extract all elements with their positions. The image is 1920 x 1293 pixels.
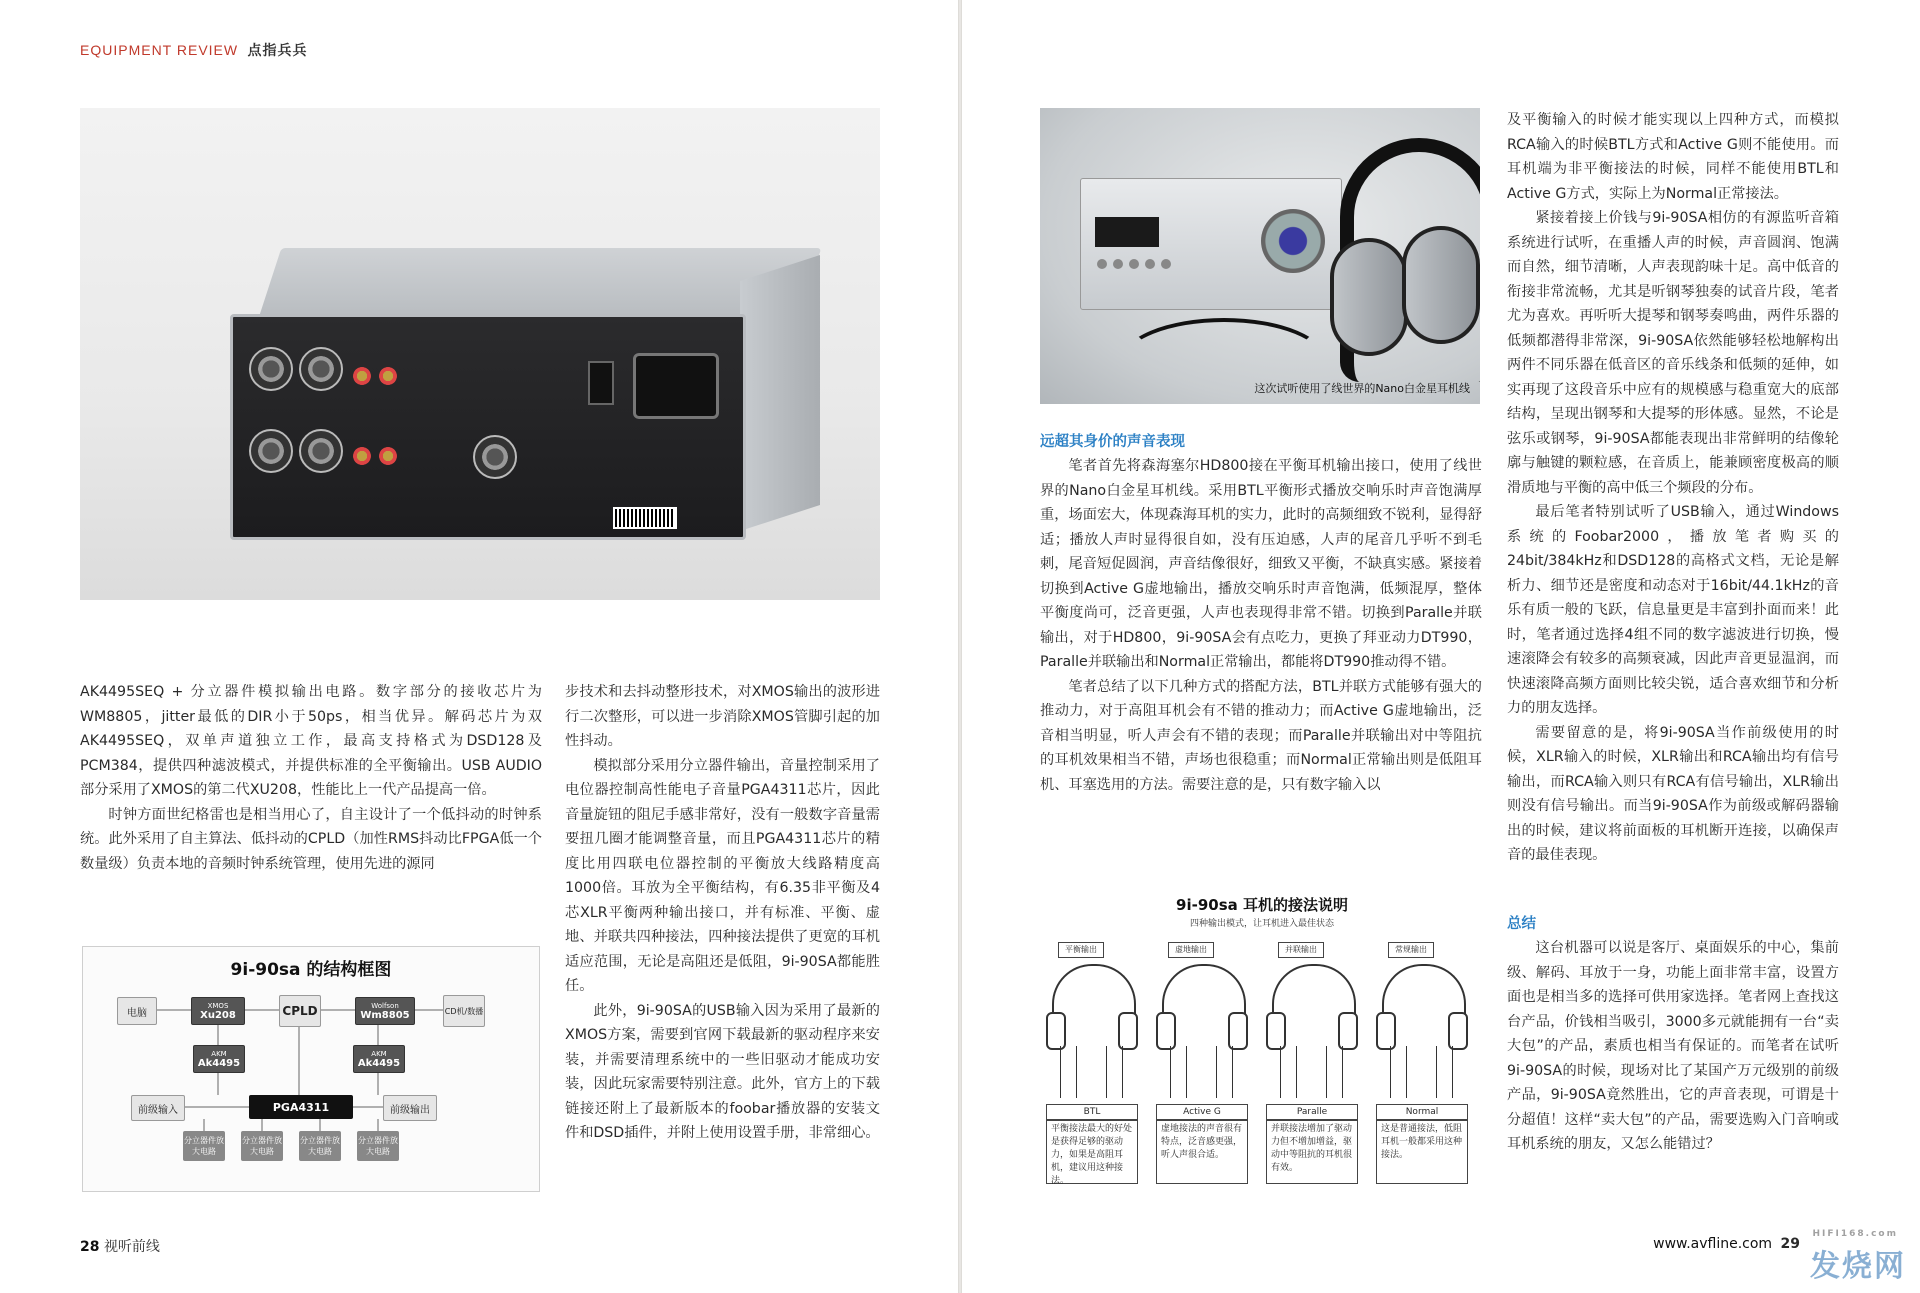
left-column-1 bbox=[80, 680, 542, 876]
page-header bbox=[80, 40, 308, 60]
ak-chip: Ak4495 bbox=[197, 1057, 241, 1069]
left-page bbox=[0, 0, 958, 1293]
watermark-url: HIFI168.com bbox=[1812, 1229, 1898, 1239]
left-column-2 bbox=[565, 680, 880, 1146]
ak-chip: Ak4495 bbox=[357, 1057, 401, 1069]
discrete-amp-box: 分立器件放大电路 bbox=[183, 1131, 225, 1161]
mode-tag: 并联输出 bbox=[1278, 942, 1324, 958]
headphone-wiring-diagram bbox=[1044, 892, 1480, 1184]
mode-description: 平衡接法最大的好处是获得足够的驱动力，如果是高阻耳机，建议用这种接法。 bbox=[1046, 1120, 1138, 1184]
diagram-title: 9i-90sa 的结构框图 bbox=[230, 960, 392, 980]
amplifier-illustration bbox=[1080, 178, 1342, 310]
ak-brand: AKM bbox=[211, 1049, 227, 1058]
paragraph: 最后笔者特别试听了USB输入，通过Windows系统的Foobar2000，播放笔者购买的24bit/384kHz和DSD128的高格式文档，无论是解析力、细节还是密度和动态对于16bit/44.1kHz的音乐有质一般的飞跃，信息量更是丰富到扑面而来！此时，笔者通过选择4组不同的数字滤波进行切换，慢速滚降会有较多的高频衰减，因此声音更显温润，而快速滚降高频方面则比较尖锐，适合喜欢细节和分析力的朋友选择。 bbox=[1507, 504, 1839, 716]
mode-normal bbox=[1376, 942, 1474, 1182]
mode-tag: 平衡输出 bbox=[1058, 942, 1104, 958]
pc-box: 电脑 bbox=[117, 997, 157, 1025]
mode-description: 虚地接法的声音很有特点，泛音感更强，听人声很合适。 bbox=[1156, 1120, 1248, 1184]
right-page bbox=[962, 0, 1920, 1293]
ak4495-left-box bbox=[193, 1045, 245, 1073]
mode-btl bbox=[1046, 942, 1144, 1186]
header-en: EQUIPMENT REVIEW bbox=[80, 42, 239, 58]
ak4495-right-box bbox=[353, 1045, 405, 1073]
mode-name: Active G bbox=[1156, 1104, 1248, 1120]
mode-tag: 虚地输出 bbox=[1168, 942, 1214, 958]
mode-name: Paralle bbox=[1266, 1104, 1358, 1120]
xmos-box bbox=[191, 997, 245, 1025]
section-heading: 总结 bbox=[1507, 916, 1536, 932]
header-cn: 点指兵兵 bbox=[247, 43, 308, 59]
structure-block-diagram bbox=[82, 946, 540, 1192]
mode-active-g bbox=[1156, 942, 1254, 1182]
right-column-2 bbox=[1507, 108, 1839, 868]
headphone-amp-photo bbox=[1040, 108, 1480, 404]
wm-brand: Wolfson bbox=[371, 1001, 399, 1010]
pre-output-box: 前级输出 bbox=[383, 1095, 437, 1121]
mode-name: BTL bbox=[1046, 1104, 1138, 1120]
mode-name: Normal bbox=[1376, 1104, 1468, 1120]
device-illustration bbox=[230, 248, 820, 538]
left-footer bbox=[80, 1236, 160, 1256]
watermark-text: 发烧网 bbox=[1810, 1249, 1906, 1284]
product-rear-photo bbox=[80, 108, 880, 600]
paragraph: 步技术和去抖动整形技术，对XMOS输出的波形进行二次整形，可以进一步消除XMOS管脚引起的加性抖动。 bbox=[565, 684, 880, 749]
pre-input-box: 前级输入 bbox=[131, 1095, 185, 1121]
website-url: www.avfline.com bbox=[1653, 1236, 1773, 1252]
right-footer bbox=[1653, 1236, 1800, 1252]
paragraph: 笔者首先将森海塞尔HD800接在平衡耳机输出接口，使用了线世界的Nano白金星耳机线。采用BTL平衡形式播放交响乐时声音饱满厚重，场面宏大，体现森海耳机的实力，此时的高频细致不锐利，显得舒适；播放人声时显得很自如，没有压迫感，人声的尾音几乎听不到毛刺，尾音短促圆润，声音结像很好，细致又平衡，不缺真实感。紧接着切换到Active G虚地输出，播放交响乐时声音饱满，低频混厚，整体平衡度尚可，泛音更强，人声也表现得非常不错。切换到Paralle并联输出，对于HD800，9i-90SA会有点吃力，更换了拜亚动力DT990，Paralle并联输出和Normal正常输出，都能将DT990推动得不错。 bbox=[1040, 458, 1482, 670]
paragraph: 时钟方面世纪格雷也是相当用心了，自主设计了一个低抖动的时钟系统。此外采用了自主算法、低抖动的CPLD（加性RMS抖动比FPGA低一个数量级）负责本地的音频时钟系统管理，使用先进的源同 bbox=[80, 806, 542, 872]
xmos-chip: Xu208 bbox=[200, 1009, 236, 1021]
cd-box: CD机/数播 bbox=[443, 995, 485, 1027]
diagram-title: 9i-90sa 耳机的接法说明 bbox=[1176, 896, 1348, 914]
discrete-amp-box: 分立器件放大电路 bbox=[299, 1131, 341, 1161]
mode-paralle bbox=[1266, 942, 1364, 1182]
mode-description: 这是普通接法，低阻耳机一般都采用这种接法。 bbox=[1376, 1120, 1468, 1184]
paragraph: 模拟部分采用分立器件输出，音量控制采用了电位器控制高性能电子音量PGA4311芯片，因此音量旋钮的阻尼手感非常好，没有一般数字音量需要扭几圈才能调整音量，而且PGA4311芯片的精度比用四联电位器控制的平衡放大线路精度高1000倍。耳放为全平衡结构，有6.35非平衡及4芯XLR平衡两种输出接口，并有标准、平衡、虚地、并联共四种接法，四种接法提供了更宽的耳机适应范围，无论是高阻还是低阻，9i-90SA都能胜任。 bbox=[565, 757, 880, 994]
right-column-1 bbox=[1040, 454, 1482, 797]
section-heading: 远超其身价的声音表现 bbox=[1040, 434, 1185, 450]
magazine-name: 视听前线 bbox=[103, 1239, 160, 1255]
paragraph: 这台机器可以说是客厅、桌面娱乐的中心，集前级、解码、耳放于一身，功能上面非常丰富，设置方面也是相当多的选择可供用家选择。笔者网上查找这台产品，价钱相当吸引，3000多元就能拥有一台“卖大包”的产品，素质也相当有保证的。而笔者在试听9i-90SA的时候，现场对比了某国产万元级别的前级产品，9i-90SA竟然胜出，它的声音表现，可谓是十分超值！这样“卖大包”的产品，需要选购入门音响或耳机系统的朋友，又怎么能错过？ bbox=[1507, 940, 1839, 1152]
discrete-amp-box: 分立器件放大电路 bbox=[241, 1131, 283, 1161]
photo-caption: 这次试听使用了线世界的Nano白金星耳机线 bbox=[1254, 382, 1470, 395]
wm8805-box bbox=[355, 997, 415, 1025]
page-number: 29 bbox=[1780, 1236, 1800, 1252]
mode-tag: 常规输出 bbox=[1388, 942, 1434, 958]
diagram-subtitle: 四种输出模式，让耳机进入最佳状态 bbox=[1189, 919, 1334, 929]
paragraph: 需要留意的是，将9i-90SA当作前级使用的时候，XLR输入的时候，XLR输出和RCA输出均有信号输出，而RCA输入则只有RCA有信号输出，XLR输出则没有信号输出。而当9i-90SA作为前级或解码器输出的时候，建议将前面板的耳机断开连接，以确保声音的最佳表现。 bbox=[1507, 724, 1839, 863]
discrete-amp-box: 分立器件放大电路 bbox=[357, 1131, 399, 1161]
watermark-logo bbox=[1810, 1229, 1906, 1285]
paragraph: 紧接着接上价钱与9i-90SA相仿的有源监听音箱系统进行试听，在重播人声的时候，声音圆润、饱满而自然，细节清晰，人声表现韵味十足。高中低音的衔接非常流畅，尤其是听钢琴独奏的试音片段，笔者尤为喜欢。再听听大提琴和钢琴奏鸣曲，两件乐器的低频都潜得非常深，9i-90SA依然能够轻松地解构出两件不同乐器在低音区的音乐线条和低频的延伸，如实再现了这段音乐中应有的规模感与稳重宽大的底部结构，呈现出钢琴和大提琴的形体感。显然，不论是弦乐或钢琴，9i-90SA都能表现出非常鲜明的结像轮廓与触键的颗粒感，在音质上，能兼顾密度极高的顺滑质地与平衡的高中低三个频段的分布。 bbox=[1507, 210, 1839, 496]
mode-description: 并联接法增加了驱动力但不增加增益，驱动中等阻抗的耳机很有效。 bbox=[1266, 1120, 1358, 1184]
paragraph: 笔者总结了以下几种方式的搭配方法，BTL并联方式能够有强大的推动力，对于高阻耳机会有不错的推动力；而Active G虚地输出，泛音相当明显，听人声会有不错的表现；而Paralle并联输出对中等阻抗的耳机效果相当不错，声场也很稳重；而Normal正常输出则是低阻耳机、耳塞选用的方法。需要注意的是，只有数字输入以 bbox=[1040, 678, 1482, 793]
paragraph: AK4495SEQ + 分立器件模拟输出电路。数字部分的接收芯片为WM8805，jitter最低的DIR小于50ps，相当优异。解码芯片为双AK4495SEQ，双单声道独立工作，最高支持格式为DSD128及PCM384，提供四种滤波模式，并提供标准的全平衡输出。USB AUDIO部分采用了XMOS的第二代XU208，性能比上一代产品提高一倍。 bbox=[80, 684, 542, 798]
page-number: 28 bbox=[80, 1239, 100, 1255]
wm-chip: Wm8805 bbox=[360, 1009, 410, 1021]
cpld-box: CPLD bbox=[279, 995, 321, 1027]
paragraph: 及平衡输入的时候才能实现以上四种方式，而模拟RCA输入的时候BTL方式和Active G则不能使用。而耳机端为非平衡接法的时候，同样不能使用BTL和Active G方式，实际上为Normal正常接法。 bbox=[1507, 112, 1839, 202]
ak-brand: AKM bbox=[371, 1049, 387, 1058]
right-column-3 bbox=[1507, 936, 1839, 1157]
xmos-brand: XMOS bbox=[207, 1001, 229, 1010]
paragraph: 此外，9i-90SA的USB输入因为采用了最新的XMOS方案，需要到官网下载最新的驱动程序来安装，并需要清理系统中的一些旧驱动才能成功安装，因此玩家需要特别注意。此外，官方上的下载链接还附上了最新版本的foobar播放器的安装文件和DSD插件，并附上使用设置手册，非常细心。 bbox=[565, 1002, 880, 1141]
pga4311-box: PGA4311 bbox=[249, 1095, 353, 1119]
